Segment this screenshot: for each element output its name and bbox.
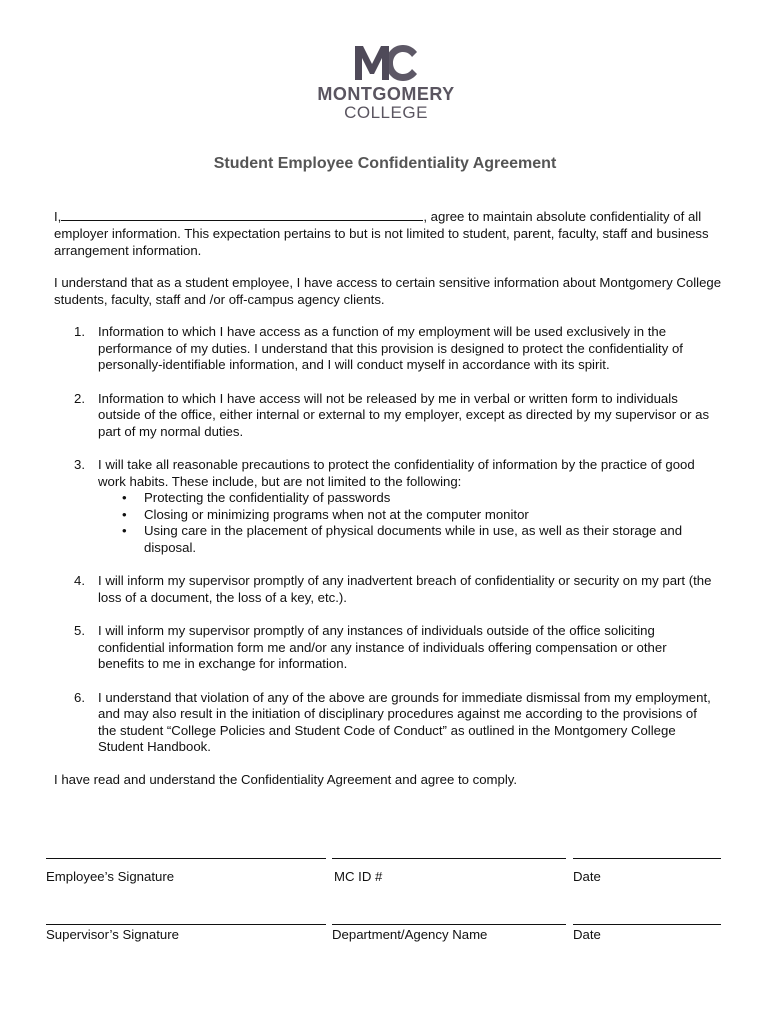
- list-item: [54, 457, 714, 556]
- item-number: 1.: [74, 324, 85, 339]
- list-item: [54, 391, 714, 441]
- date-line-2[interactable]: [573, 924, 721, 925]
- understand-paragraph: I understand that as a student employee, I have access to certain sensitive information about Montgomery College students, faculty, staff and /or off-campus agency clients.: [54, 275, 722, 307]
- logo-text-montgomery: MONTGOMERY: [317, 84, 455, 104]
- department-line[interactable]: [332, 924, 566, 925]
- item-text: I will inform my supervisor promptly of any instances of individuals outside of the office soliciting confidential information form me and/or any instance of individuals offering compensation or other benefits to me in exchange for information.: [98, 623, 667, 671]
- item-text: I will take all reasonable precautions to protect the confidentiality of information by the practice of good work habits. These include, but are not limited to the following:: [98, 457, 695, 489]
- intro-suffix: , agree to maintain absolute confidentiality of all employer information. This expectation pertains to but is not limited to student, parent, faculty, staff and business arrangement information.: [54, 209, 709, 258]
- list-item: [54, 573, 714, 606]
- item-number: 6.: [74, 689, 85, 705]
- item-text: Information to which I have access as a function of my employment will be used exclusively in the performance of my duties. I understand that this provision is designed to protect the confidentiality of personally-identifiable information, and I will conduct myself in accordance with its spirit.: [98, 324, 683, 372]
- item-number: 3.: [74, 457, 85, 472]
- logo-text-college: COLLEGE: [344, 103, 428, 122]
- bullet-item: • Protecting the confidentiality of passwords: [144, 490, 714, 507]
- mc-id-label: MC ID #: [334, 869, 383, 884]
- intro-paragraph: [54, 208, 724, 259]
- employee-signature-label: Employee’s Signature: [46, 869, 175, 884]
- agreement-items: [54, 324, 714, 773]
- bullet-item: • Using care in the placement of physical documents while in use, as well as their storage and disposal.: [144, 523, 714, 556]
- list-item: [54, 690, 714, 756]
- item-text: Information to which I have access will not be released by me in verbal or written form to individuals outside of the office, either internal or external to my employer, except as directed by my supervisor or as part of my normal duties.: [98, 390, 710, 439]
- college-logo: [312, 42, 460, 134]
- list-item: [54, 623, 714, 673]
- item-number: 2.: [74, 390, 85, 406]
- supervisor-signature-label: Supervisor’s Signature: [46, 927, 179, 942]
- item-number: 5.: [74, 623, 85, 638]
- mc-id-line[interactable]: [332, 858, 566, 859]
- closing-statement: I have read and understand the Confidentiality Agreement and agree to comply.: [54, 772, 518, 787]
- date-line-1[interactable]: [573, 858, 721, 859]
- name-blank-field[interactable]: [61, 208, 423, 221]
- item-text: I understand that violation of any of the above are grounds for immediate dismissal from my employment, and may also result in the initiation of disciplinary procedures against me according to the provisions of the student “College Policies and Student Code of Conduct” as outlined in the Montgomery College Student Handbook.: [98, 689, 711, 754]
- item-text: I will inform my supervisor promptly of any inadvertent breach of confidentiality or security on my part (the loss of a document, the loss of a key, etc.).: [98, 573, 712, 605]
- item-number: 4.: [74, 573, 85, 588]
- employee-signature-line[interactable]: [46, 858, 326, 859]
- intro-prefix: I,: [54, 209, 62, 224]
- department-label: Department/Agency Name: [332, 927, 488, 942]
- list-item: [54, 324, 714, 374]
- bullet-item: • Closing or minimizing programs when not at the computer monitor: [144, 507, 714, 524]
- date-label-1: Date: [573, 869, 601, 884]
- work-habits-list: [98, 490, 714, 556]
- supervisor-signature-line[interactable]: [46, 924, 326, 925]
- mc-monogram-icon: [353, 42, 419, 82]
- document-title: Student Employee Confidentiality Agreement: [213, 155, 557, 172]
- date-label-2: Date: [573, 927, 601, 942]
